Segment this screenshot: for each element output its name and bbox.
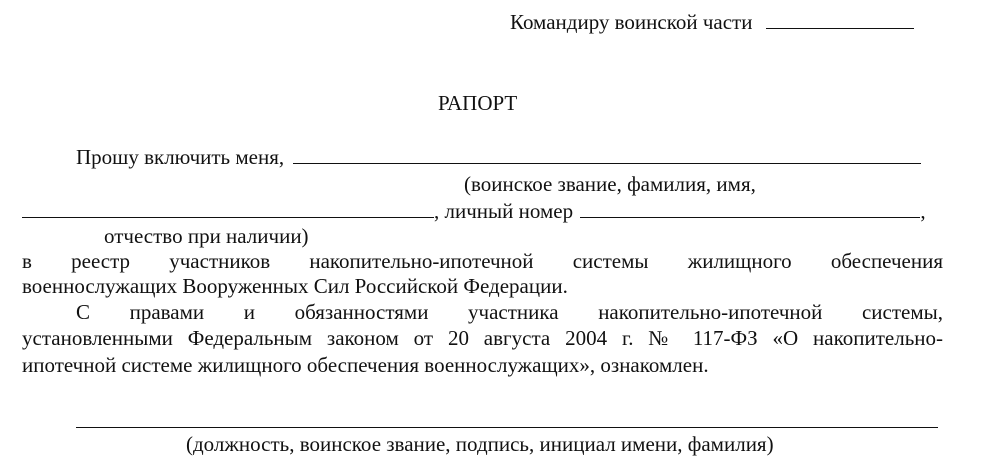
addressee-text: Командиру воинской части bbox=[510, 10, 753, 34]
trailing-comma: , bbox=[920, 199, 926, 223]
personal-number-label: , личный номер bbox=[434, 199, 574, 223]
patronymic-hint: отчество при наличии) bbox=[104, 224, 309, 248]
signature-blank bbox=[76, 427, 938, 428]
acknowledgement-line-2: установленными Федеральным законом от 20 августа 2004 г. № 117-ФЗ «О накопительно- bbox=[22, 326, 943, 350]
registry-line-2: военнослужащих Вооруженных Сил Российской Федерации. bbox=[22, 274, 568, 298]
rank-name-blank bbox=[293, 145, 921, 164]
acknowledgement-line-1: С правами и обязанностями участника накопительно-ипотечной системы, bbox=[76, 300, 943, 324]
request-lead-line bbox=[76, 144, 921, 170]
acknowledgement-line-3: ипотечной системе жилищного обеспечения военнослужащих», ознакомлен. bbox=[22, 353, 709, 377]
request-lead-text: Прошу включить меня, bbox=[76, 145, 285, 169]
signature-hint: (должность, воинское звание, подпись, инициал имени, фамилия) bbox=[186, 432, 774, 456]
personal-number-blank bbox=[580, 199, 920, 218]
patronymic-blank bbox=[22, 199, 434, 218]
document-title: РАПОРТ bbox=[438, 91, 518, 115]
patronymic-number-line bbox=[22, 198, 926, 224]
unit-number-blank bbox=[766, 10, 914, 29]
rank-name-hint: (воинское звание, фамилия, имя, bbox=[464, 172, 756, 196]
registry-line-1: в реестр участников накопительно-ипотечной системы жилищного обеспечения bbox=[22, 249, 943, 273]
addressee-line bbox=[510, 9, 914, 35]
